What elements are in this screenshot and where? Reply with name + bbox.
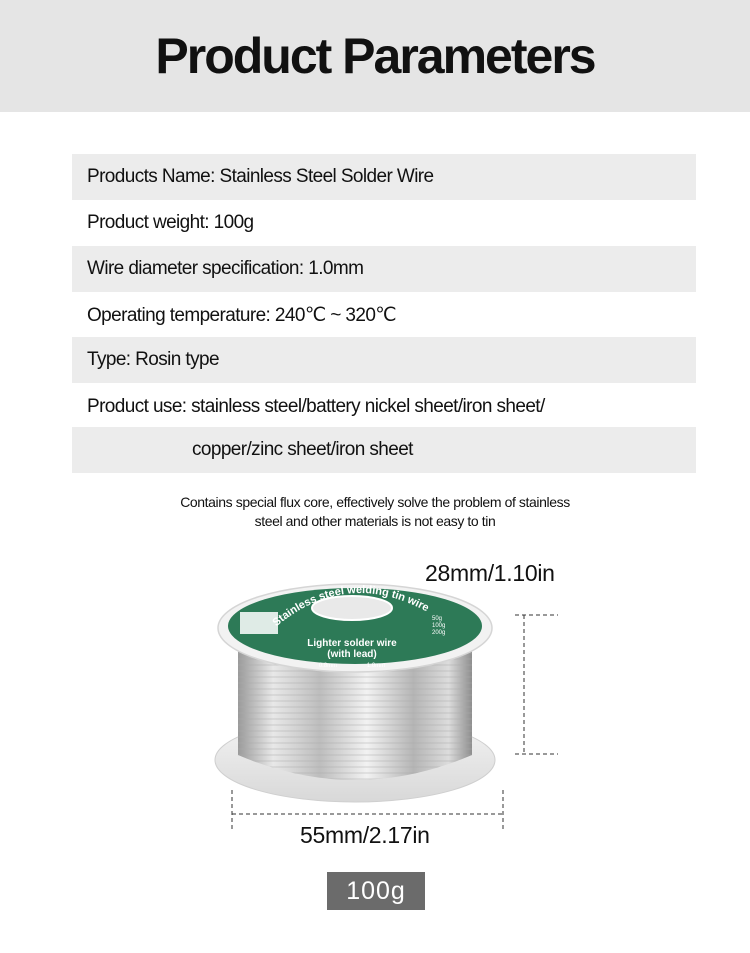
spool-arc-text: Stainless steel welding tin wire	[270, 583, 431, 629]
param-text: Products Name: Stainless Steel Solder Wire	[87, 166, 434, 187]
spool-option-10: 1.0mm	[366, 663, 386, 669]
spool-label-main-2: (with lead)	[327, 649, 377, 660]
caption-line-1: Contains special flux core, effectively solve the problem of stainless	[180, 494, 570, 510]
param-text: Wire diameter specification: 1.0mm	[87, 258, 364, 279]
spool-option-50g: 50g	[432, 616, 443, 622]
spool-option-100g: 100g	[432, 623, 446, 629]
param-text: Product use: stainless steel/battery nickel sheet/iron sheet/	[87, 396, 545, 417]
width-dimension-label: 55mm/2.17in	[300, 822, 430, 848]
param-text: Product weight: 100g	[87, 212, 254, 233]
param-text: copper/zinc sheet/iron sheet	[192, 439, 413, 460]
weight-badge: 100g	[327, 872, 425, 910]
spool-option-08: 0.8mm	[318, 663, 338, 669]
param-text: Operating temperature: 240℃ ~ 320℃	[87, 304, 397, 326]
caption-line-2: steel and other materials is not easy to tin	[254, 513, 496, 529]
spool-label-main-1: Lighter solder wire	[307, 638, 397, 649]
height-dimension-label: 28mm/1.10in	[425, 560, 555, 586]
page-title: Product Parameters	[155, 28, 595, 84]
param-text: Type: Rosin type	[87, 349, 219, 370]
spool-option-200g: 200g	[432, 630, 446, 636]
